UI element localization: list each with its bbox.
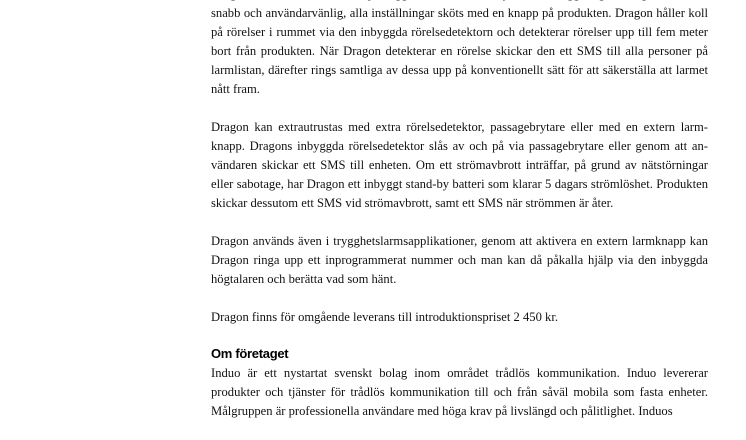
paragraph-about-company: Induo är ett nystartat svenskt bolag inom området trådlös kommunikation. Induo levererar produkter och tjänster för trådlös kommunikation till och från såväl mobila som fasta enheter. Målgruppen är professionella användare med höga krav på livslängd och pålitlighet. Induos [211, 366, 708, 418]
paragraph-safety-alarm: Dragon används även i trygghetslarmsapplikationer, genom att aktivera en extern larmknapp kan Dragon ringa upp ett inprogrammerat nummer och man kan då påkalla hjälp via den inbyggda högtalaren och berätta vad som hänt. [211, 234, 708, 286]
paragraph-installation: snabb och användarvänlig, alla inställningar sköts med en knapp på produkten. Dragon håller koll på rörelser i rummet via den inbyggda rörelsedetektorn och detekterar rörelser upp till fem meter bort från produkten. När Dragon detekterar en rörelse skickar den ett SMS till alla personer på larmlistan, därefter rings samtliga av dessa upp på konventionellt sätt för att säkerställa att larmet nått fram. [211, 6, 708, 96]
document-body [211, 0, 708, 440]
paragraph-accessories: Dragon kan extrautrustas med extra rörelsedetektor, passagebrytare eller med en extern larmknapp. Dragons inbyggda rörelsedetektor slås av och på via passagebrytare eller genom att användaren skickar ett SMS till enheten. Om ett strömavbrott inträffar, på grund av nätstörningar eller sabotage, har Dragon ett inbyggt stand-by batteri som klarar 5 dagars strömlöshet. Produkten skickar dessutom ett SMS vid strömavbrott, samt ett SMS när strömmen är åter. [211, 120, 708, 210]
paragraph-availability: Dragon finns för omgående leverans till introduktionspriset 2 450 kr. [211, 310, 558, 324]
section-heading: Om företaget [211, 346, 289, 361]
